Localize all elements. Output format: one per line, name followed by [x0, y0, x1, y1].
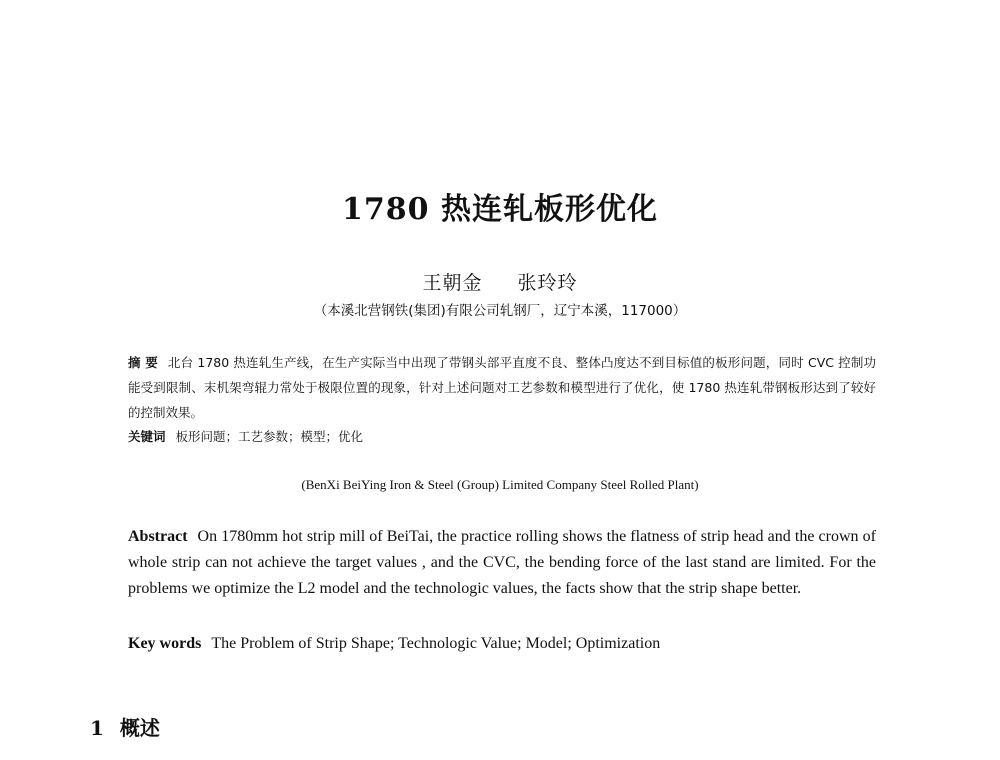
paper-title: 1780 热连轧板形优化 — [342, 192, 658, 227]
english-keywords — [128, 631, 876, 657]
section-heading — [90, 712, 160, 741]
affiliation: （本溪北营钢铁(集团)有限公司轧钢厂，辽宁本溪，117000） — [313, 303, 687, 319]
author-list — [0, 268, 1000, 295]
author-name: 张玲玲 — [517, 272, 578, 294]
english-abstract-label: Abstract — [128, 528, 188, 545]
section-title: 概述 — [119, 716, 160, 740]
chinese-abstract-label: 摘 要 — [128, 355, 158, 370]
section-number: 1 — [90, 716, 104, 740]
english-affiliation: (BenXi BeiYing Iron & Steel (Group) Limited Company Steel Rolled Plant) — [301, 477, 699, 492]
english-abstract-text: On 1780mm hot strip mill of BeiTai, the practice rolling shows the flatness of strip head and the crown of whole strip can not achieve the target values , and the CVC, the bending force of the last stand are limited. For the problems we optimize the L2 model and the technologic values, the facts show that the strip shape better. — [128, 528, 876, 597]
chinese-keywords — [128, 426, 876, 448]
chinese-keywords-label: 关键词 — [128, 429, 166, 444]
chinese-abstract-text: 北台 1780 热连轧生产线，在生产实际当中出现了带钢头部平直度不良、整体凸度达不到目标值的板形问题，同时 CVC 控制功能受到限制、末机架弯辊力常处于极限位置的现象，针对上述问题对工艺参数和模型进行了优化，使 1780 热连轧带钢板形达到了较好的控制效果。 — [128, 355, 876, 420]
english-keywords-text: The Problem of Strip Shape; Technologic Value; Model; Optimization — [211, 635, 661, 652]
english-keywords-label: Key words — [128, 635, 202, 652]
chinese-keywords-text: 板形问题；工艺参数；模型；优化 — [175, 429, 364, 444]
author-name: 王朝金 — [422, 272, 483, 294]
chinese-abstract — [128, 350, 876, 425]
english-abstract — [128, 524, 876, 602]
